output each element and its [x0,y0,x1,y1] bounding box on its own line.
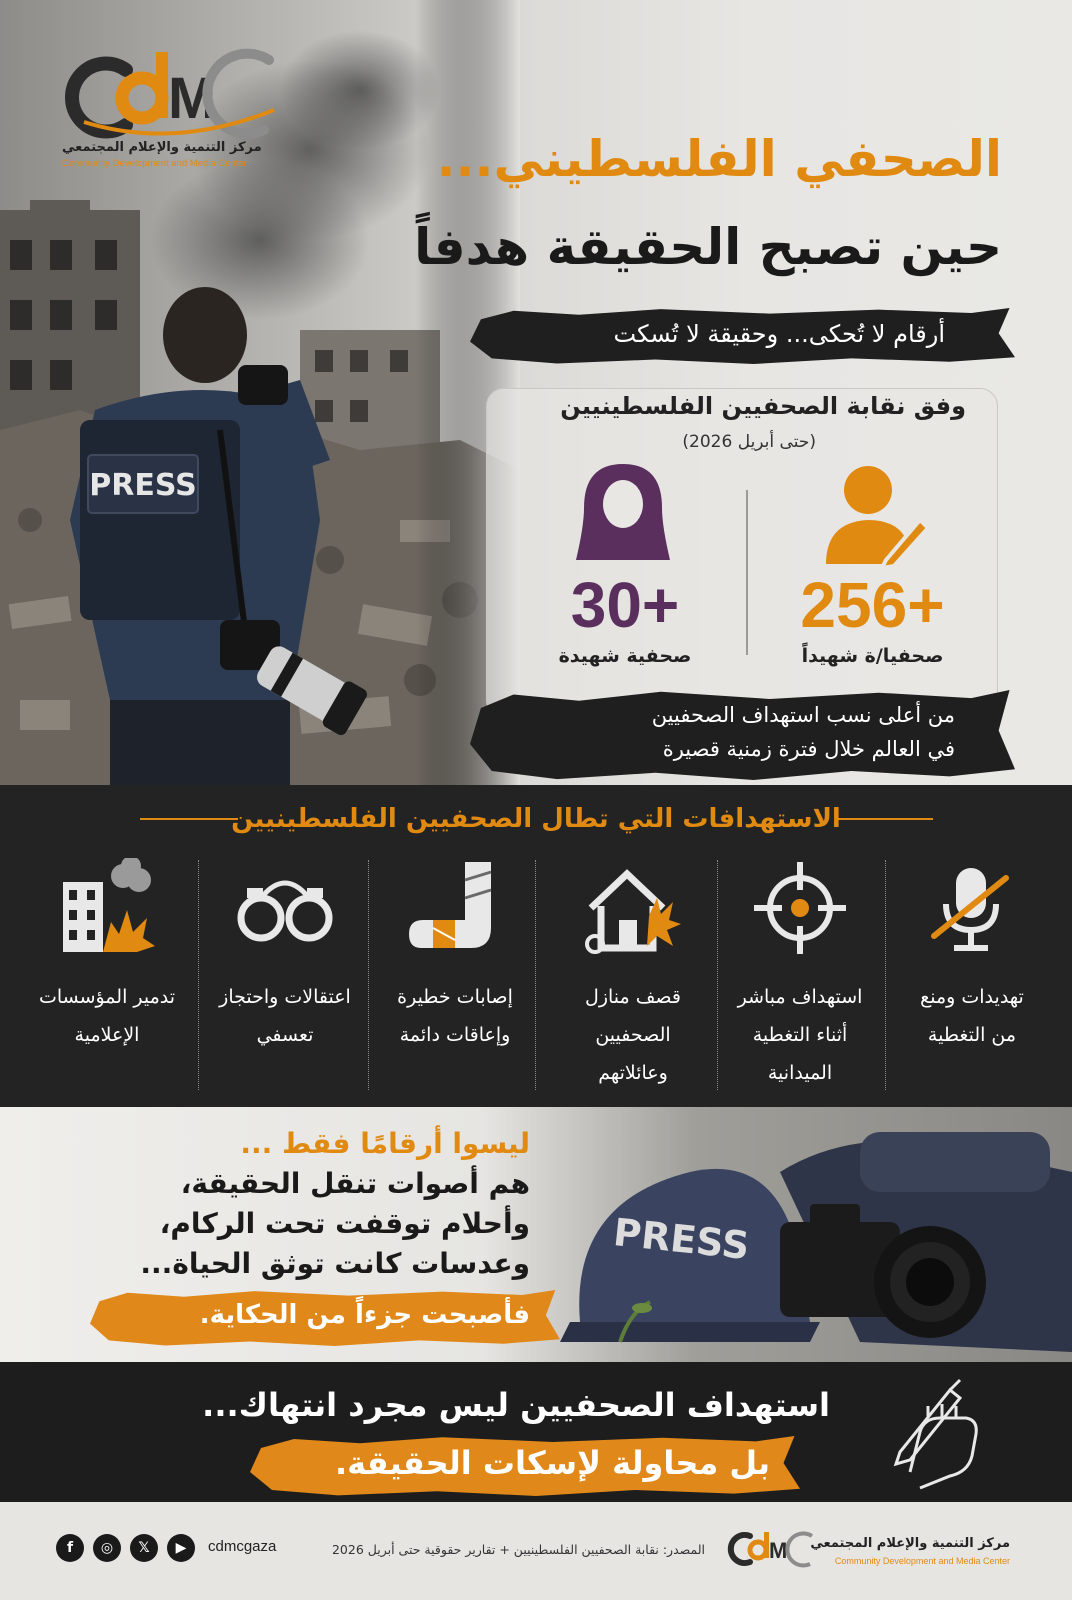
quote-highlight: فأصبحت جزءاً من الحكاية. [199,1300,530,1330]
footer-org-arabic: مركز التنمية والإعلام المجتمعي [810,1536,1010,1551]
male-stat-value: 256+ [800,569,945,641]
org-name-arabic: مركز التنمية والإعلام المجتمعي [62,140,262,155]
building-explosion-icon [57,858,157,958]
female-stat-value: 30+ [570,569,680,641]
journalist-writing-icon [820,460,930,570]
quote-line: وعدسات كانت توثق الحياة... [140,1247,530,1280]
target-item-threats [887,858,1057,1098]
x-icon[interactable]: 𝕏 [130,1534,158,1562]
social-handle[interactable]: cdmcgaza [208,1538,277,1555]
main-title-line1: الصحفي الفلسطيني... [436,130,1002,188]
target-label-line2: الصحفيين [595,1024,671,1046]
handcuffs-icon [235,858,335,958]
target-item-institutions [22,858,192,1098]
target-item-injuries [370,858,540,1098]
statement-line1: استهداف الصحفيين ليس مجرد انتهاك... [202,1386,830,1424]
target-label-line2: تعسفي [256,1024,314,1046]
male-stat-label: صحفيا/ة شهيداً [801,645,944,667]
target-item-direct [715,858,885,1098]
youtube-icon[interactable]: ▶ [167,1534,195,1562]
target-label-line2: وإعاقات دائمة [399,1024,511,1046]
source-citation: المصدر: نقابة الصحفيين الفلسطينيين + تقارير حقوقية حتى أبريل 2026 [331,1542,705,1557]
footer-cdmc-logo [726,1524,816,1574]
target-label-line2: الإعلامية [74,1024,140,1046]
org-name-english: Community Development and Media Center [62,158,247,169]
target-label-line1: قصف منازل [585,986,681,1008]
quote-heading: ليسوا أرقامًا فقط ... [240,1127,530,1160]
helmet-press-label: PRESS [611,1210,752,1269]
target-label-line3: وعائلاتهم [598,1062,668,1084]
stats-note [470,698,955,766]
target-item-homes [548,858,718,1098]
target-label [887,978,1057,1054]
svg-text:M: M [769,1538,788,1563]
instagram-icon[interactable]: ◎ [93,1534,121,1562]
stats-note-line2: في العالم خلال فترة زمنية قصيرة [662,737,955,761]
target-label [22,978,192,1054]
stats-divider [746,490,748,655]
house-explosion-icon [583,858,683,958]
woman-hijab-icon [568,460,678,570]
logo-m-letter: M [168,66,217,131]
facebook-icon[interactable]: f [56,1534,84,1562]
targets-title: الاستهدافات التي تطال الصحفيين الفلسطينيين [231,804,841,834]
target-label-line2: من التغطية [927,1024,1017,1046]
target-label [370,978,540,1054]
cast-bandage-icon [405,858,505,958]
target-label-line1: إصابات خطيرة [397,986,513,1008]
target-label-line3: الميدانية [767,1062,833,1084]
main-title-line2: حين تصبح الحقيقة هدفاً [414,218,1002,276]
statement-line2: بل محاولة لإسكات الحقيقة. [334,1444,770,1482]
target-label-line1: اعتقالات واحتجاز [219,986,351,1008]
column-divider [885,860,886,1090]
muted-microphone-icon [922,858,1022,958]
column-divider [198,860,199,1090]
tagline-text: أرقام لا تُحكى... وحقيقة لا تُسكت [613,320,945,348]
fist-pen-icon [880,1372,1000,1492]
quote-line: هم أصوات تنقل الحقيقة، [180,1167,530,1200]
target-label-line1: استهداف مباشر [737,986,863,1008]
target-label [715,978,885,1092]
target-label [548,978,718,1092]
stats-note-line1: من أعلى نسب استهداف الصحفيين [651,703,955,727]
quote-line: وأحلام توقفت تحت الركام، [159,1207,530,1240]
hero-section [0,0,1072,785]
target-label [200,978,370,1054]
target-label-line1: تدمير المؤسسات [38,986,176,1008]
target-item-arrests [200,858,370,1098]
female-stat-label: صحفية شهيدة [558,645,692,667]
target-label-line2: أثناء التغطية [752,1024,848,1046]
stats-heading: وفق نقابة الصحفيين الفلسطينيين [560,392,966,420]
stats-subheading: (حتى أبريل 2026) [682,432,816,452]
footer-org-english: Community Development and Media Center [834,1556,1010,1566]
crosshair-icon [750,858,850,958]
press-helmet-camera-photo [560,1112,1072,1362]
target-label-line1: تهديدات ومنع [920,986,1024,1008]
